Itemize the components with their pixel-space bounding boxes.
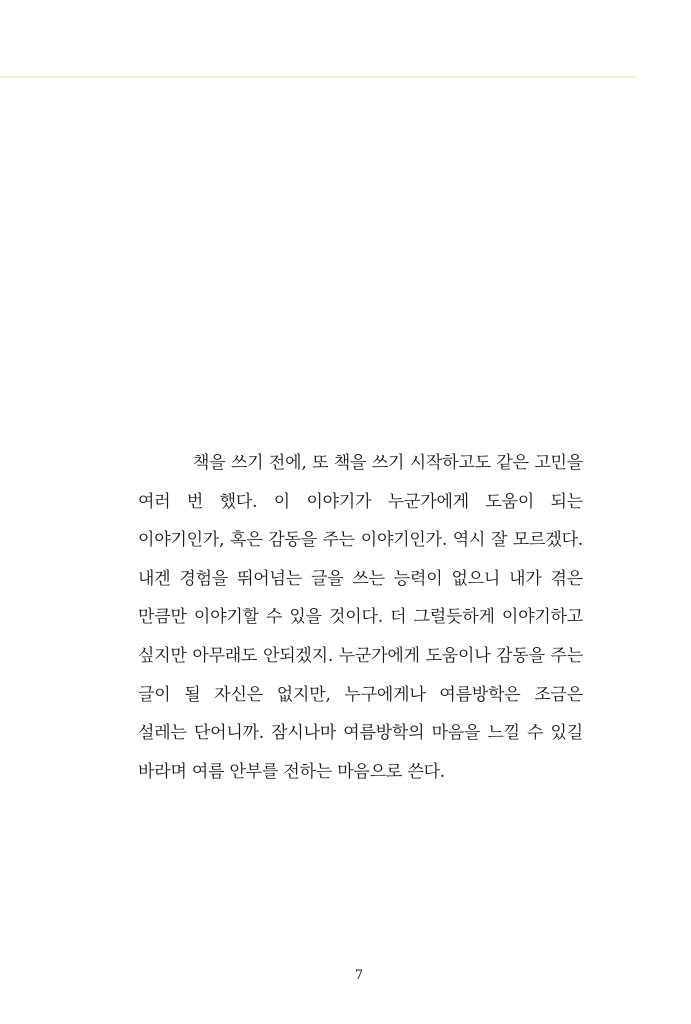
page-number: 7 [354, 968, 364, 983]
header-rule [0, 76, 636, 78]
body-paragraph: 책을 쓰기 전에, 또 책을 쓰기 시작하고도 같은 고민을 여러 번 했다. 이 이야기가 누군가에게 도움이 되는 이야기인가, 혹은 감동을 주는 이야기인가. 역시 잘 모르겠다. 내겐 경험을 뛰어넘는 글을 쓰는 능력이 없으니 내가 겪은 만큼만 이야기할 수 있을 것이다. 더 그럴듯하게 이야기하고 싶지만 아무래도 안되겠지. 누군가에게 도움이나 감동을 주는 글이 될 자신은 없지만, 누구에게나 여름방학은 조금은 설레는 단어니까. 잠시나마 여름방학의 마음을 느낄 수 있길 바라며 여름 안부를 전하는 마음으로 쓴다. [138, 453, 583, 782]
